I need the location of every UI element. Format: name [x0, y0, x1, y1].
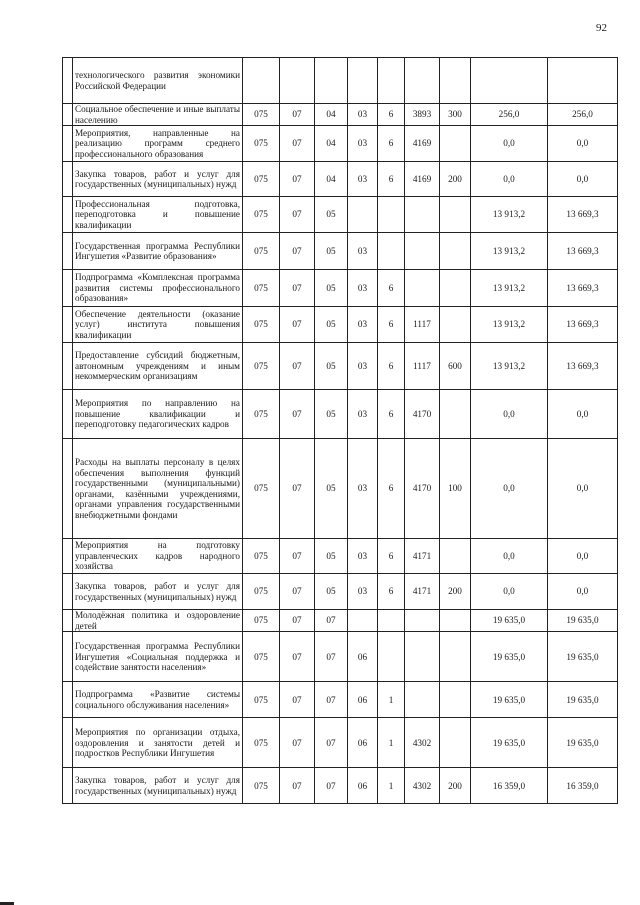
sum-year-1-cell: 13 913,2 — [471, 307, 548, 343]
section-code-cell: 07 — [280, 632, 315, 682]
section-code-cell: 07 — [280, 162, 315, 197]
budget-table — [62, 57, 618, 804]
expense-type-cell: 100 — [440, 439, 471, 539]
ved-code-cell: 075 — [243, 233, 280, 270]
row-name-cell: Государственная программа Республики Ингушетия «Социальная поддержка и содействие занятости населения» — [73, 632, 243, 682]
sum-year-2-cell: 0,0 — [548, 390, 618, 439]
sum-year-2-cell: 13 669,3 — [548, 233, 618, 270]
program-code-cell: 03 — [348, 307, 378, 343]
row-name-cell: Мероприятия по организации отдыха, оздоровления и занятости детей и подростков Республики Ингушетия — [73, 718, 243, 768]
subprogram-code-cell — [378, 233, 405, 270]
program-code-cell — [348, 197, 378, 233]
subprogram-code-cell — [378, 58, 405, 104]
sum-year-1-cell: 0,0 — [471, 126, 548, 162]
sum-year-1-cell: 0,0 — [471, 539, 548, 574]
section-code-cell: 07 — [280, 390, 315, 439]
sum-year-2-cell: 13 669,3 — [548, 197, 618, 233]
expense-type-cell — [440, 610, 471, 632]
sum-year-2-cell: 0,0 — [548, 574, 618, 610]
subprogram-code-cell: 6 — [378, 104, 405, 126]
sum-year-2-cell: 13 669,3 — [548, 270, 618, 307]
subprogram-code-cell: 6 — [378, 270, 405, 307]
direction-code-cell: 4169 — [405, 126, 440, 162]
margin-cell — [63, 390, 73, 439]
row-name-cell: Мероприятия на подготовку управленческих кадров народного хозяйства — [73, 539, 243, 574]
section-code-cell: 07 — [280, 610, 315, 632]
sum-year-1-cell: 16 359,0 — [471, 768, 548, 804]
subsection-code-cell: 04 — [315, 104, 348, 126]
row-name-cell: технологического развития экономики Российской Федерации — [73, 58, 243, 104]
direction-code-cell: 4169 — [405, 162, 440, 197]
direction-code-cell: 4302 — [405, 768, 440, 804]
row-name-cell: Социальное обеспечение и иные выплаты населению — [73, 104, 243, 126]
row-name-cell: Мероприятия по направлению на повышение квалификации и переподготовку педагогических кадров — [73, 390, 243, 439]
sum-year-2-cell: 0,0 — [548, 539, 618, 574]
subsection-code-cell: 05 — [315, 307, 348, 343]
margin-cell — [63, 718, 73, 768]
subsection-code-cell: 05 — [315, 233, 348, 270]
direction-code-cell: 4171 — [405, 574, 440, 610]
sum-year-2-cell: 0,0 — [548, 162, 618, 197]
program-code-cell: 06 — [348, 682, 378, 718]
ved-code-cell: 075 — [243, 718, 280, 768]
direction-code-cell — [405, 682, 440, 718]
ved-code-cell: 075 — [243, 104, 280, 126]
subprogram-code-cell: 6 — [378, 162, 405, 197]
ved-code-cell: 075 — [243, 343, 280, 390]
margin-cell — [63, 307, 73, 343]
expense-type-cell — [440, 539, 471, 574]
margin-cell — [63, 233, 73, 270]
program-code-cell: 03 — [348, 439, 378, 539]
margin-cell — [63, 270, 73, 307]
sum-year-2-cell: 19 635,0 — [548, 610, 618, 632]
subprogram-code-cell: 6 — [378, 307, 405, 343]
section-code-cell: 07 — [280, 126, 315, 162]
expense-type-cell: 300 — [440, 104, 471, 126]
margin-cell — [63, 343, 73, 390]
program-code-cell: 06 — [348, 632, 378, 682]
section-code-cell: 07 — [280, 233, 315, 270]
subsection-code-cell: 05 — [315, 197, 348, 233]
sum-year-1-cell: 13 913,2 — [471, 343, 548, 390]
program-code-cell: 06 — [348, 768, 378, 804]
sum-year-2-cell: 13 669,3 — [548, 343, 618, 390]
sum-year-1-cell: 0,0 — [471, 439, 548, 539]
sum-year-2-cell — [548, 58, 618, 104]
ved-code-cell: 075 — [243, 270, 280, 307]
margin-cell — [63, 126, 73, 162]
section-code-cell: 07 — [280, 768, 315, 804]
subsection-code-cell: 05 — [315, 390, 348, 439]
sum-year-1-cell: 0,0 — [471, 574, 548, 610]
subsection-code-cell: 05 — [315, 539, 348, 574]
direction-code-cell — [405, 270, 440, 307]
row-name-cell: Предоставление субсидий бюджетным, автономным учреждениям и иным некоммерческим организациям — [73, 343, 243, 390]
margin-cell — [63, 632, 73, 682]
subsection-code-cell: 05 — [315, 270, 348, 307]
program-code-cell: 03 — [348, 574, 378, 610]
sum-year-1-cell: 19 635,0 — [471, 682, 548, 718]
margin-cell — [63, 439, 73, 539]
direction-code-cell — [405, 58, 440, 104]
sum-year-1-cell: 19 635,0 — [471, 610, 548, 632]
section-code-cell: 07 — [280, 539, 315, 574]
subsection-code-cell: 07 — [315, 718, 348, 768]
expense-type-cell — [440, 682, 471, 718]
sum-year-2-cell: 0,0 — [548, 439, 618, 539]
table-row — [63, 126, 618, 162]
margin-cell — [63, 768, 73, 804]
sum-year-2-cell: 13 669,3 — [548, 307, 618, 343]
table-row — [63, 270, 618, 307]
table-row — [63, 574, 618, 610]
table-row — [63, 343, 618, 390]
margin-cell — [63, 162, 73, 197]
direction-code-cell: 1117 — [405, 343, 440, 390]
ved-code-cell: 075 — [243, 126, 280, 162]
sum-year-2-cell: 19 635,0 — [548, 682, 618, 718]
ved-code-cell: 075 — [243, 162, 280, 197]
subprogram-code-cell: 6 — [378, 343, 405, 390]
section-code-cell: 07 — [280, 104, 315, 126]
section-code-cell: 07 — [280, 307, 315, 343]
ved-code-cell: 075 — [243, 768, 280, 804]
margin-cell — [63, 58, 73, 104]
ved-code-cell — [243, 58, 280, 104]
margin-cell — [63, 539, 73, 574]
ved-code-cell: 075 — [243, 539, 280, 574]
section-code-cell: 07 — [280, 197, 315, 233]
table-row — [63, 58, 618, 104]
ved-code-cell: 075 — [243, 307, 280, 343]
subsection-code-cell: 07 — [315, 682, 348, 718]
sum-year-1-cell: 0,0 — [471, 390, 548, 439]
margin-cell — [63, 104, 73, 126]
subprogram-code-cell: 6 — [378, 439, 405, 539]
section-code-cell: 07 — [280, 682, 315, 718]
section-code-cell: 07 — [280, 270, 315, 307]
row-name-cell: Закупка товаров, работ и услуг для государственных (муниципальных) нужд — [73, 574, 243, 610]
subprogram-code-cell: 1 — [378, 718, 405, 768]
program-code-cell — [348, 610, 378, 632]
subsection-code-cell: 07 — [315, 768, 348, 804]
sum-year-1-cell: 19 635,0 — [471, 632, 548, 682]
row-name-cell: Закупка товаров, работ и услуг для государственных (муниципальных) нужд — [73, 768, 243, 804]
ved-code-cell: 075 — [243, 390, 280, 439]
table-row — [63, 104, 618, 126]
sum-year-2-cell: 19 635,0 — [548, 632, 618, 682]
program-code-cell: 03 — [348, 390, 378, 439]
sum-year-1-cell: 0,0 — [471, 162, 548, 197]
expense-type-cell: 600 — [440, 343, 471, 390]
subsection-code-cell: 07 — [315, 610, 348, 632]
subsection-code-cell — [315, 58, 348, 104]
direction-code-cell: 4170 — [405, 390, 440, 439]
ved-code-cell: 075 — [243, 682, 280, 718]
subprogram-code-cell: 6 — [378, 126, 405, 162]
table-row — [63, 233, 618, 270]
sum-year-2-cell: 0,0 — [548, 126, 618, 162]
page-number: 92 — [596, 22, 607, 34]
subprogram-code-cell: 1 — [378, 768, 405, 804]
direction-code-cell — [405, 610, 440, 632]
ved-code-cell: 075 — [243, 574, 280, 610]
program-code-cell: 03 — [348, 343, 378, 390]
margin-cell — [63, 574, 73, 610]
expense-type-cell — [440, 126, 471, 162]
sum-year-1-cell: 13 913,2 — [471, 270, 548, 307]
ved-code-cell: 075 — [243, 610, 280, 632]
expense-type-cell — [440, 197, 471, 233]
direction-code-cell: 4171 — [405, 539, 440, 574]
expense-type-cell — [440, 632, 471, 682]
subsection-code-cell: 05 — [315, 439, 348, 539]
sum-year-1-cell: 19 635,0 — [471, 718, 548, 768]
margin-cell — [63, 610, 73, 632]
table-row — [63, 390, 618, 439]
subsection-code-cell: 05 — [315, 343, 348, 390]
table-row — [63, 682, 618, 718]
ved-code-cell: 075 — [243, 632, 280, 682]
subsection-code-cell: 04 — [315, 162, 348, 197]
margin-cell — [63, 197, 73, 233]
direction-code-cell — [405, 632, 440, 682]
expense-type-cell: 200 — [440, 162, 471, 197]
sum-year-1-cell — [471, 58, 548, 104]
expense-type-cell — [440, 270, 471, 307]
expense-type-cell — [440, 233, 471, 270]
program-code-cell: 03 — [348, 126, 378, 162]
row-name-cell: Государственная программа Республики Ингушетия «Развитие образования» — [73, 233, 243, 270]
row-name-cell: Расходы на выплаты персоналу в целях обеспечения выполнения функций государственными (муниципальными) органами, казёнными учреждениями, органами управления государственными внебюджетными фондами — [73, 439, 243, 539]
sum-year-2-cell: 19 635,0 — [548, 718, 618, 768]
expense-type-cell: 200 — [440, 574, 471, 610]
expense-type-cell — [440, 58, 471, 104]
margin-cell — [63, 682, 73, 718]
section-code-cell: 07 — [280, 439, 315, 539]
sum-year-1-cell: 13 913,2 — [471, 197, 548, 233]
subprogram-code-cell: 6 — [378, 539, 405, 574]
direction-code-cell — [405, 197, 440, 233]
table-body — [63, 58, 618, 804]
table-row — [63, 162, 618, 197]
subprogram-code-cell — [378, 610, 405, 632]
program-code-cell: 03 — [348, 270, 378, 307]
subprogram-code-cell — [378, 197, 405, 233]
direction-code-cell: 4302 — [405, 718, 440, 768]
subprogram-code-cell — [378, 632, 405, 682]
program-code-cell: 03 — [348, 233, 378, 270]
direction-code-cell: 1117 — [405, 307, 440, 343]
expense-type-cell — [440, 718, 471, 768]
section-code-cell: 07 — [280, 718, 315, 768]
sum-year-2-cell: 256,0 — [548, 104, 618, 126]
subprogram-code-cell: 1 — [378, 682, 405, 718]
program-code-cell: 06 — [348, 718, 378, 768]
sum-year-1-cell: 256,0 — [471, 104, 548, 126]
section-code-cell: 07 — [280, 574, 315, 610]
table-row — [63, 610, 618, 632]
program-code-cell: 03 — [348, 539, 378, 574]
subprogram-code-cell: 6 — [378, 574, 405, 610]
direction-code-cell — [405, 233, 440, 270]
table-row — [63, 539, 618, 574]
expense-type-cell — [440, 390, 471, 439]
subsection-code-cell: 05 — [315, 574, 348, 610]
direction-code-cell: 3893 — [405, 104, 440, 126]
table-row — [63, 439, 618, 539]
row-name-cell: Подпрограмма «Развитие системы социального обслуживания населения» — [73, 682, 243, 718]
row-name-cell: Профессиональная подготовка, переподготовка и повышение квалификации — [73, 197, 243, 233]
section-code-cell: 07 — [280, 343, 315, 390]
sum-year-2-cell: 16 359,0 — [548, 768, 618, 804]
table-row — [63, 768, 618, 804]
program-code-cell: 03 — [348, 104, 378, 126]
expense-type-cell: 200 — [440, 768, 471, 804]
program-code-cell — [348, 58, 378, 104]
table-row — [63, 632, 618, 682]
section-code-cell — [280, 58, 315, 104]
table-row — [63, 718, 618, 768]
row-name-cell: Мероприятия, направленные на реализацию программ среднего профессионального образования — [73, 126, 243, 162]
row-name-cell: Подпрограмма «Комплексная программа развития системы профессионального образования» — [73, 270, 243, 307]
expense-type-cell — [440, 307, 471, 343]
sum-year-1-cell: 13 913,2 — [471, 233, 548, 270]
ved-code-cell: 075 — [243, 197, 280, 233]
row-name-cell: Молодёжная политика и оздоровление детей — [73, 610, 243, 632]
program-code-cell: 03 — [348, 162, 378, 197]
table-row — [63, 197, 618, 233]
row-name-cell: Обеспечение деятельности (оказание услуг) институтa повышения квалификации — [73, 307, 243, 343]
direction-code-cell: 4170 — [405, 439, 440, 539]
ved-code-cell: 075 — [243, 439, 280, 539]
table-row — [63, 307, 618, 343]
row-name-cell: Закупка товаров, работ и услуг для государственных (муниципальных) нужд — [73, 162, 243, 197]
subsection-code-cell: 04 — [315, 126, 348, 162]
subsection-code-cell: 07 — [315, 632, 348, 682]
subprogram-code-cell: 6 — [378, 390, 405, 439]
